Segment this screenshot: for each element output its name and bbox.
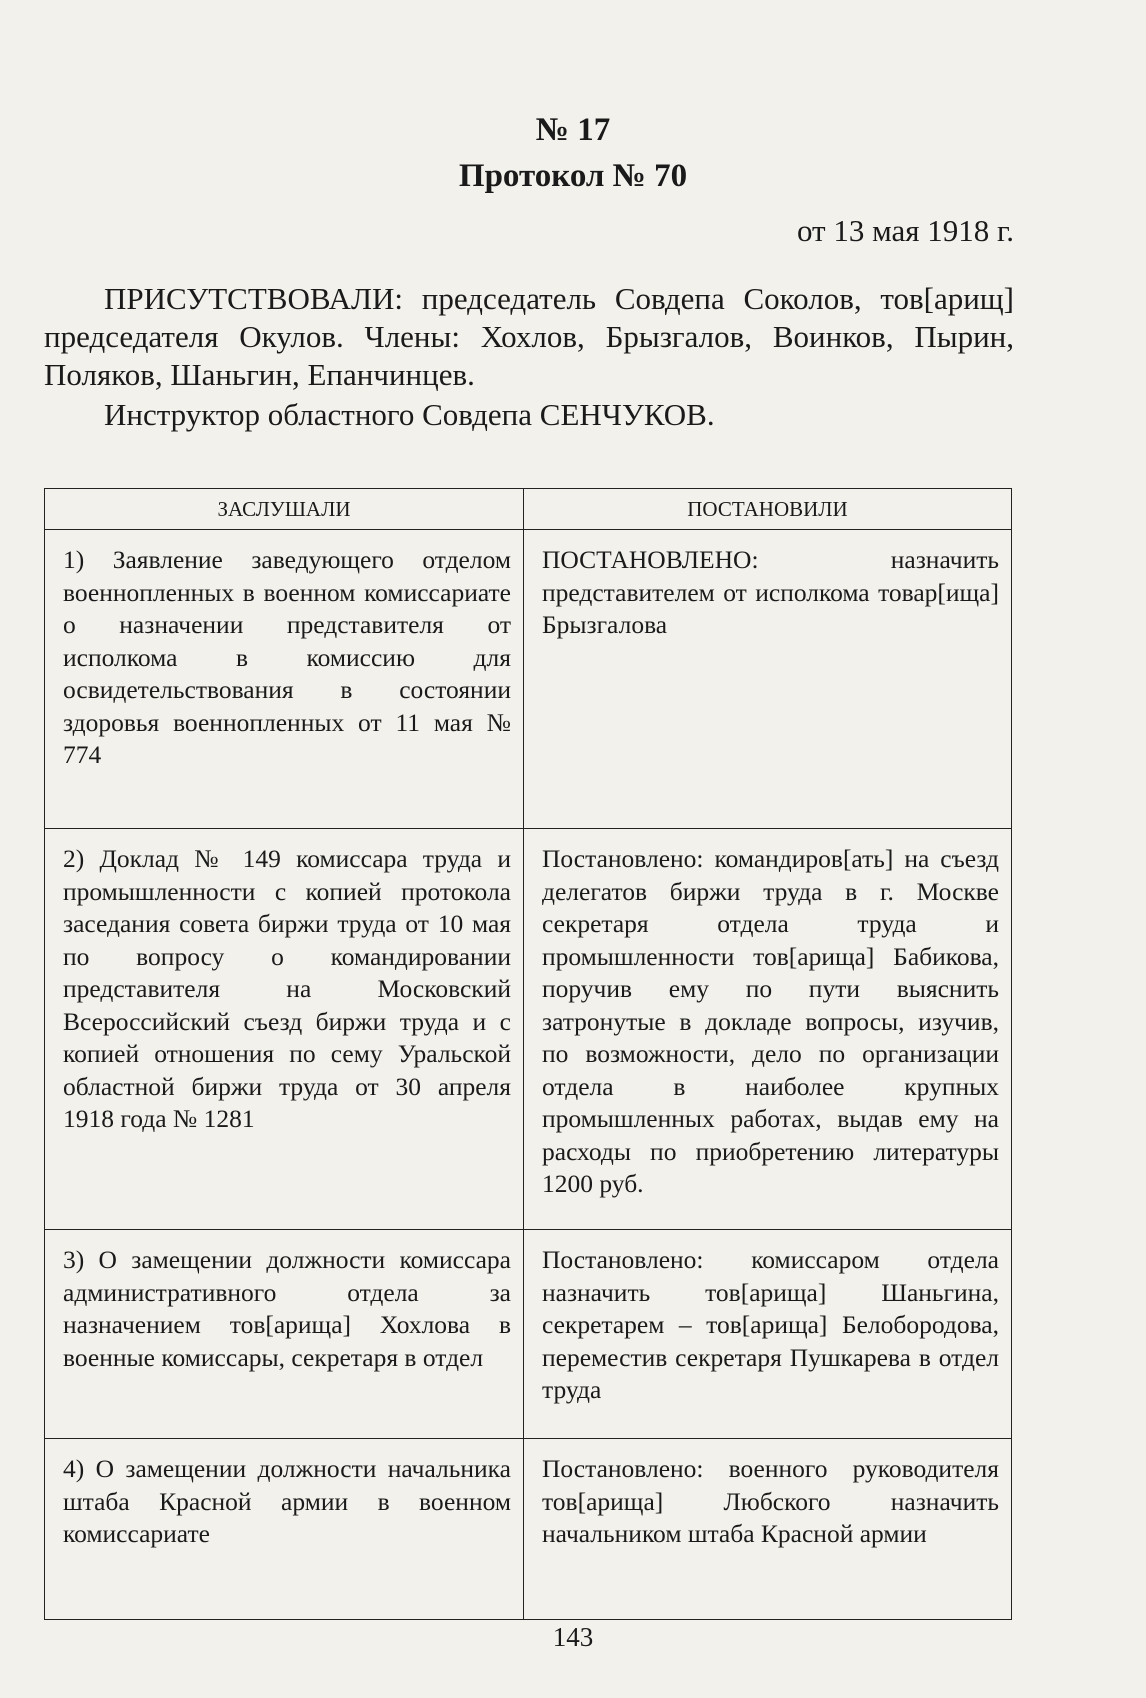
resolved-cell: Постановлено: военного руководителя тов[арища] Любского назначить начальником штаба Красной армии bbox=[524, 1439, 1012, 1620]
table-header-row bbox=[45, 489, 1012, 530]
resolved-cell: Постановлено: комиссаром отдела назначить тов[арища] Шаньгина, секретарем – тов[арища] Белобородова, переместив секретаря Пушкарева в отдел труда bbox=[524, 1230, 1012, 1439]
attendance-section bbox=[44, 280, 1014, 434]
table-row bbox=[45, 530, 1012, 829]
resolved-cell: ПОСТАНОВЛЕНО: назначить представителем от исполкома товар[ища] Брызгалова bbox=[524, 530, 1012, 829]
column-header-heard: ЗАСЛУШАЛИ bbox=[45, 489, 524, 530]
table-row bbox=[45, 829, 1012, 1230]
heard-cell: 3) О замещении должности комиссара административного отдела за назначением тов[арища] Хохлова в военные комиссары, секретаря в отдел bbox=[45, 1230, 524, 1439]
heard-cell: 4) О замещении должности начальника штаба Красной армии в военном комиссариате bbox=[45, 1439, 524, 1620]
attendance-list: ПРИСУТСТВОВАЛИ: председатель Совдепа Соколов, тов[арищ] председателя Окулов. Члены: Хохлов, Брызгалов, Воинков, Пырин, Поляков, Шаньгин, Епанчинцев. bbox=[44, 281, 1014, 392]
heard-cell: 2) Доклад № 149 комиссара труда и промышленности с копией протокола заседания совета биржи труда от 10 мая по вопросу о командировании представителя на Московский Всероссийский съезд биржи труда и с копией отношения по сему Уральской областной биржи труда от 30 апреля 1918 года № 1281 bbox=[45, 829, 524, 1230]
table-row bbox=[45, 1439, 1012, 1620]
resolved-cell: Постановлено: командиров[ать] на съезд делегатов биржи труда в г. Москве секретаря отдела труда и промышленности тов[арища] Бабикова, поручив ему по пути выяснить затронутые в докладе вопросы, изучив, по возможности, дело по организации отдела в наиболее крупных промышленных работах, выдав ему на расходы по приобретению литературы 1200 руб. bbox=[524, 829, 1012, 1230]
heard-cell: 1) Заявление заведующего отделом военнопленных в военном комиссариате о назначении представителя от исполкома в комиссию для освидетельствования в состоянии здоровья военнопленных от 11 мая № 774 bbox=[45, 530, 524, 829]
document-number: № 17 bbox=[535, 112, 611, 148]
protocol-table bbox=[44, 488, 1012, 1620]
document-date: от 13 мая 1918 г. bbox=[796, 213, 1014, 248]
column-header-resolved: ПОСТАНОВИЛИ bbox=[524, 489, 1012, 530]
table-row bbox=[45, 1230, 1012, 1439]
document-title: Протокол № 70 bbox=[458, 158, 688, 194]
instructor-line: Инструктор областного Совдепа СЕНЧУКОВ. bbox=[104, 397, 715, 432]
page-number: 143 bbox=[552, 1622, 594, 1652]
